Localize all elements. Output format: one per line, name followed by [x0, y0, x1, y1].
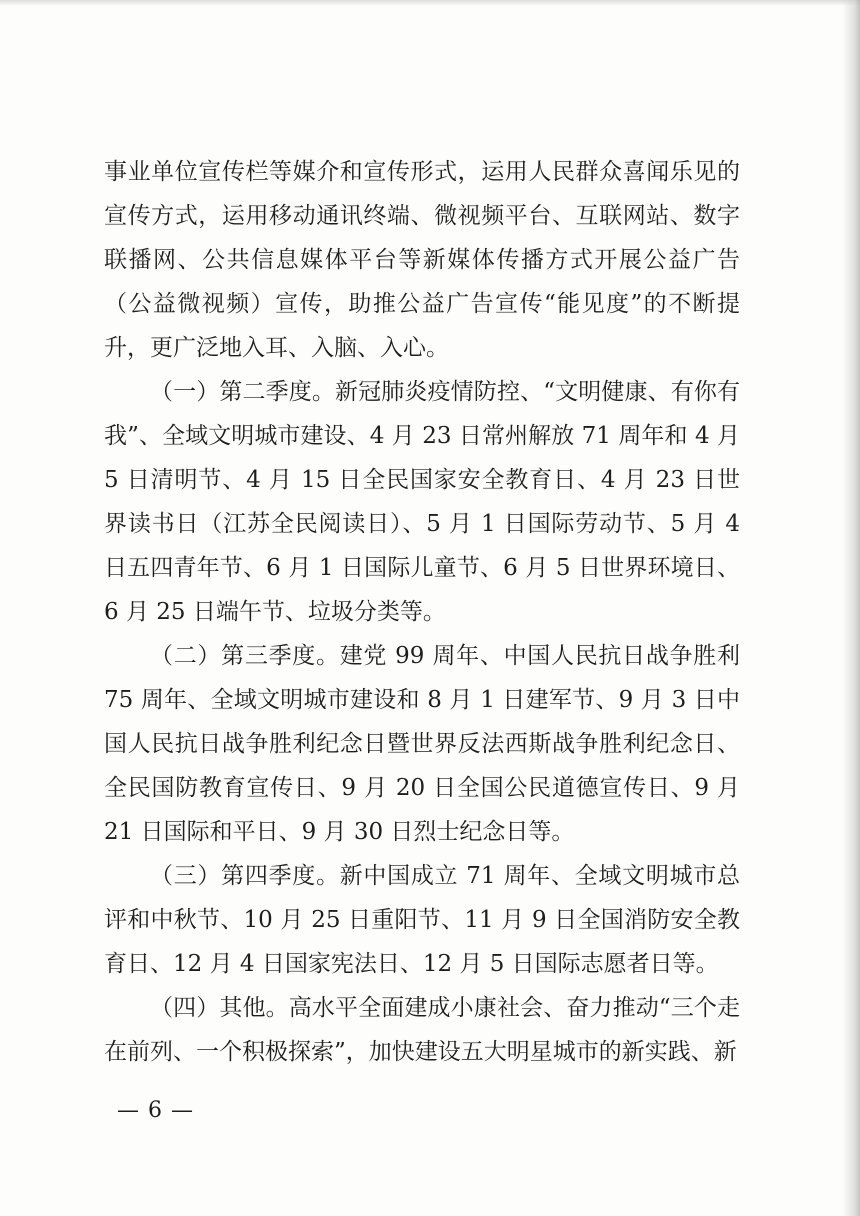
scan-top-edge	[0, 0, 860, 6]
scan-right-edge	[842, 0, 860, 1216]
page-number: — 6 —	[117, 1098, 194, 1123]
paragraph-publicity-methods: 事业单位宣传栏等媒介和宣传形式，运用人民群众喜闻乐见的宣传方式，运用移动通讯终端、微视频平台、互联网站、数字联播网、公共信息媒体平台等新媒体传播方式开展公益广告（公益微视频）宣传，助推公益广告宣传“能见度”的不断提升，更广泛地入耳、入脑、入心。	[104, 159, 740, 361]
paragraph-other: （四）其他。高水平全面建成小康社会、奋力推动“三个走在前列、一个积极探索”，加快建设五大明星城市的新实践、新	[104, 995, 740, 1065]
paragraph-q2: （一）第二季度。新冠肺炎疫情防控、“文明健康、有你有我”、全域文明城市建设、4 月 23 日常州解放 71 周年和 4 月 5 日清明节、4 月 15 日全民国家安全教育日、4 月 23 日世界读书日（江苏全民阅读日）、5 月 1 日国际劳动节、5 月 4 日五四青年节、6 月 1 日国际儿童节、6 月 5 日世界环境日、6 月 25 日端午节、垃圾分类等。	[104, 379, 740, 625]
paragraph-q4: （三）第四季度。新中国成立 71 周年、全域文明城市总评和中秋节、10 月 25 日重阳节、11 月 9 日全国消防安全教育日、12 月 4 日国家宪法日、12 月 5 日国际志愿者日等。	[104, 863, 740, 977]
body-text	[104, 150, 740, 1074]
paragraph-q3: （二）第三季度。建党 99 周年、中国人民抗日战争胜利 75 周年、全域文明城市建设和 8 月 1 日建军节、9 月 3 日中国人民抗日战争胜利纪念日暨世界反法西斯战争胜利纪念日、全民国防教育宣传日、9 月 20 日全国公民道德宣传日、9 月 21 日国际和平日、9 月 30 日烈士纪念日等。	[104, 643, 740, 845]
